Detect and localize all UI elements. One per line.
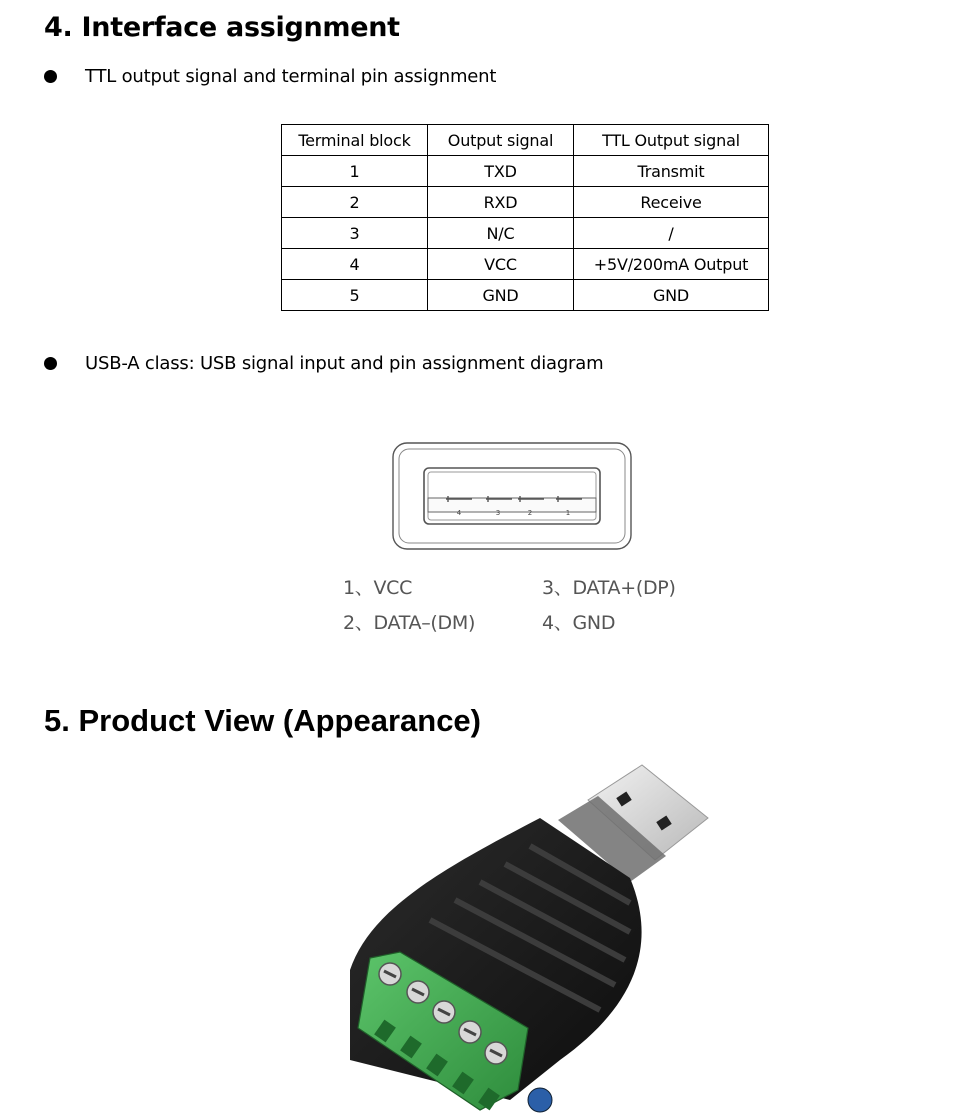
table-cell: 2 [282,187,428,218]
table-header-row [282,125,769,156]
table-cell: RXD [428,187,574,218]
section-5-heading: 5. Product View (Appearance) [44,703,481,738]
table-cell: +5V/200mA Output [574,249,769,280]
table-row [282,280,769,311]
bullet-ttl-text: TTL output signal and terminal pin assignment [85,66,497,87]
table-cell: GND [574,280,769,311]
bullet-dot-icon [44,70,57,83]
bullet-usb-text: USB-A class: USB signal input and pin assignment diagram [85,353,604,374]
table-cell: 4 [282,249,428,280]
table-header-cell: Output signal [428,125,574,156]
usb-legend-pin2: 2、DATA–(DM) [343,612,476,634]
table-cell: 3 [282,218,428,249]
table-cell: VCC [428,249,574,280]
bullet-dot-icon [44,357,57,370]
table-cell: N/C [428,218,574,249]
product-photo [330,760,730,1117]
table-row [282,249,769,280]
table-cell: Transmit [574,156,769,187]
table-cell: 5 [282,280,428,311]
table-header-cell: TTL Output signal [574,125,769,156]
table-header-cell: Terminal block [282,125,428,156]
bullet-usb [44,353,603,374]
usb-pin-number: 4 [456,509,462,517]
bullet-ttl [44,66,496,87]
usb-port-opening [424,468,600,524]
section-4-heading: 4. Interface assignment [44,12,400,43]
table-row [282,218,769,249]
usb-legend-pin1: 1、VCC [343,577,413,599]
usb-pin-number: 3 [495,509,501,517]
table-row [282,156,769,187]
table-cell: Receive [574,187,769,218]
usb-tongue [428,498,596,512]
pin-assignment-table [281,124,769,311]
usb-pin-number: 1 [565,509,571,517]
table-cell: 1 [282,156,428,187]
table-cell: GND [428,280,574,311]
usb-a-connector-diagram [390,440,634,556]
usb-legend-pin3: 3、DATA+(DP) [542,577,676,599]
table-cell: / [574,218,769,249]
usb-legend-pin4: 4、GND [542,612,616,634]
brand-logo-icon [528,1088,552,1112]
table-row [282,187,769,218]
usb-pin-number: 2 [527,509,533,517]
table-cell: TXD [428,156,574,187]
